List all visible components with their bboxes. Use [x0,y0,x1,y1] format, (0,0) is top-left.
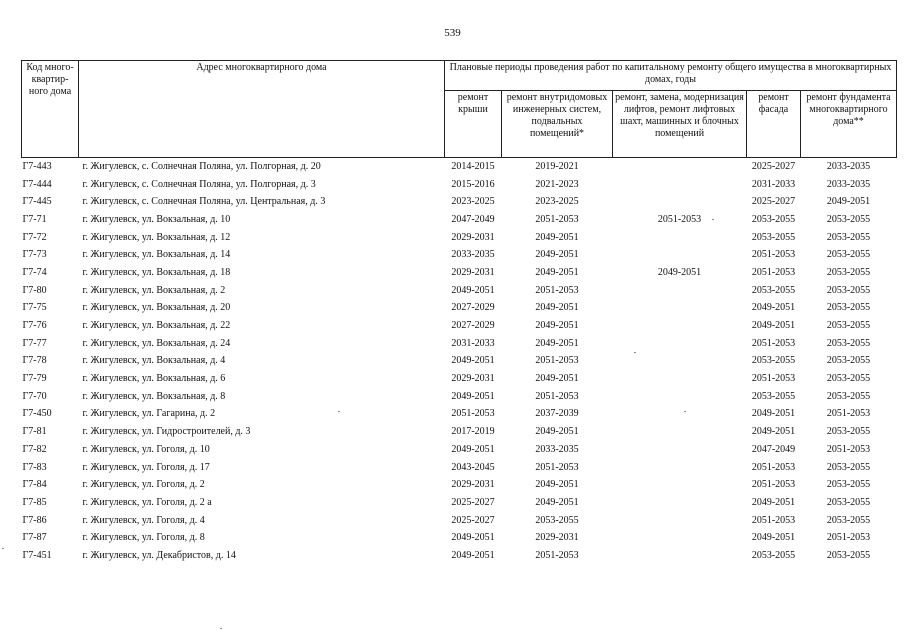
cell-engineering: 2051-2053 [535,213,579,225]
cell-lifts: 2051-2053 [657,213,702,225]
cell-foundation: 2053-2055 [826,549,871,561]
cell-code: Г7-84 [22,479,47,491]
cell-address: г. Жигулевск, ул. Гоголя, д. 10 [82,443,210,455]
header-address: Адрес многоквартирного дома [79,61,445,158]
cell-roof: 2014-2015 [451,160,495,172]
cell-facade: 2053-2055 [751,284,796,296]
cell-code: Г7-444 [22,178,52,190]
scan-speck [338,411,340,412]
table-row [22,264,897,282]
cell-engineering: 2037-2039 [535,408,579,420]
cell-code: Г7-78 [22,355,47,367]
cell-engineering: 2033-2035 [535,443,579,455]
table-row [22,335,897,353]
cell-address: г. Жигулевск, ул. Декабристов, д. 14 [82,549,236,561]
cell-facade: 2049-2051 [751,496,796,508]
header-code: Код много-квартир-ного дома [22,61,79,158]
cell-code: Г7-75 [22,302,47,314]
cell-roof: 2049-2051 [451,355,495,367]
cell-engineering: 2049-2051 [535,373,579,385]
cell-facade: 2047-2049 [751,443,796,455]
table-row [22,406,897,424]
cell-roof: 2029-2031 [451,479,495,491]
header-engineering: ремонт внутридомовых инженерных систем, подвальных помещений* [502,91,613,158]
cell-foundation: 2049-2051 [826,196,871,208]
cell-roof: 2033-2035 [451,249,495,261]
cell-lifts [613,282,747,300]
cell-roof: 2029-2031 [451,373,495,385]
cell-engineering: 2019-2021 [535,160,579,172]
cell-roof: 2027-2029 [451,302,495,314]
cell-foundation: 2053-2055 [826,266,871,278]
scan-speck [2,548,4,549]
table-row [22,317,897,335]
cell-roof: 2031-2033 [451,337,495,349]
scan-speck [220,628,222,629]
cell-address: г. Жигулевск, ул. Вокзальная, д. 24 [82,337,231,349]
cell-foundation: 2053-2055 [826,302,871,314]
cell-roof: 2029-2031 [451,231,495,243]
cell-address: г. Жигулевск, ул. Вокзальная, д. 2 [82,284,226,296]
cell-lifts [613,158,747,176]
cell-code: Г7-450 [22,408,52,420]
cell-code: Г7-73 [22,249,47,261]
capital-repair-schedule-table [21,60,897,565]
table-row [22,459,897,477]
cell-engineering: 2049-2051 [535,231,579,243]
cell-engineering: 2053-2055 [535,514,579,526]
cell-engineering: 2021-2023 [535,178,579,190]
cell-engineering: 2051-2053 [535,284,579,296]
table-row [22,476,897,494]
cell-address: г. Жигулевск, ул. Гоголя, д. 2 а [82,496,212,508]
cell-address: г. Жигулевск, ул. Вокзальная, д. 18 [82,266,231,278]
cell-code: Г7-85 [22,496,47,508]
table-row [22,158,897,176]
cell-roof: 2027-2029 [451,320,495,332]
cell-lifts [613,300,747,318]
cell-address: г. Жигулевск, ул. Вокзальная, д. 4 [82,355,226,367]
cell-roof: 2023-2025 [451,196,495,208]
cell-lifts: 2049-2051 [657,266,702,278]
cell-foundation: 2053-2055 [826,373,871,385]
header-roof: ремонт крыши [445,91,502,158]
cell-roof: 2049-2051 [451,549,495,561]
cell-foundation: 2053-2055 [826,320,871,332]
cell-lifts [613,423,747,441]
cell-lifts [613,529,747,547]
table-row [22,512,897,530]
table-row [22,494,897,512]
cell-code: Г7-451 [22,549,52,561]
table-row [22,441,897,459]
cell-foundation: 2051-2053 [826,532,871,544]
table-row [22,246,897,264]
cell-roof: 2047-2049 [451,213,495,225]
header-periods-group: Плановые периоды проведения работ по капитальному ремонту общего имущества в многоквартирных домах, годы [445,61,897,91]
table-row [22,211,897,229]
page-number: 539 [444,27,461,39]
cell-facade: 2053-2055 [751,231,796,243]
cell-lifts [613,370,747,388]
cell-facade: 2051-2053 [751,461,796,473]
cell-engineering: 2049-2051 [535,302,579,314]
cell-facade: 2049-2051 [751,320,796,332]
table-row [22,388,897,406]
cell-engineering: 2049-2051 [535,266,579,278]
cell-address: г. Жигулевск, ул. Гагарина, д. 2 [82,408,216,420]
cell-lifts [613,246,747,264]
cell-facade: 2049-2051 [751,302,796,314]
cell-address: г. Жигулевск, ул. Гоголя, д. 8 [82,532,205,544]
cell-facade: 2053-2055 [751,390,796,402]
cell-foundation: 2033-2035 [826,160,871,172]
cell-foundation: 2053-2055 [826,426,871,438]
cell-address: г. Жигулевск, ул. Гоголя, д. 17 [82,461,210,473]
cell-code: Г7-70 [22,390,47,402]
scan-speck [634,352,636,353]
cell-address: г. Жигулевск, ул. Гидростроителей, д. 3 [82,426,251,438]
cell-engineering: 2049-2051 [535,426,579,438]
cell-code: Г7-81 [22,426,47,438]
cell-facade: 2053-2055 [751,549,796,561]
table-row [22,229,897,247]
cell-address: г. Жигулевск, ул. Вокзальная, д. 6 [82,373,226,385]
cell-facade: 2049-2051 [751,426,796,438]
cell-foundation: 2051-2053 [826,408,871,420]
cell-foundation: 2053-2055 [826,231,871,243]
cell-facade: 2049-2051 [751,532,796,544]
cell-lifts [613,388,747,406]
cell-facade: 2051-2053 [751,249,796,261]
cell-engineering: 2051-2053 [535,461,579,473]
cell-address: г. Жигулевск, ул. Вокзальная, д. 20 [82,302,231,314]
scan-speck [712,219,714,220]
table-row [22,176,897,194]
cell-address: г. Жигулевск, ул. Вокзальная, д. 10 [82,213,231,225]
cell-code: Г7-71 [22,213,47,225]
cell-foundation: 2053-2055 [826,284,871,296]
cell-roof: 2049-2051 [451,284,495,296]
cell-engineering: 2049-2051 [535,249,579,261]
cell-engineering: 2049-2051 [535,337,579,349]
cell-roof: 2015-2016 [451,178,495,190]
cell-address: г. Жигулевск, ул. Вокзальная, д. 12 [82,231,231,243]
cell-address: г. Жигулевск, ул. Гоголя, д. 4 [82,514,205,526]
cell-engineering: 2049-2051 [535,320,579,332]
cell-facade: 2025-2027 [751,160,796,172]
header-facade: ремонт фасада [747,91,801,158]
table-row [22,353,897,371]
cell-code: Г7-82 [22,443,47,455]
cell-roof: 2025-2027 [451,496,495,508]
table-header [22,61,897,158]
cell-address: г. Жигулевск, с. Солнечная Поляна, ул. Полгорная, д. 20 [82,160,321,172]
cell-facade: 2025-2027 [751,196,796,208]
cell-lifts [613,494,747,512]
cell-lifts [613,406,747,424]
cell-address: г. Жигулевск, с. Солнечная Поляна, ул. Полгорная, д. 3 [82,178,316,190]
cell-roof: 2025-2027 [451,514,495,526]
cell-code: Г7-80 [22,284,47,296]
cell-address: г. Жигулевск, ул. Вокзальная, д. 22 [82,320,231,332]
cell-address: г. Жигулевск, ул. Вокзальная, д. 8 [82,390,226,402]
table-row [22,370,897,388]
table-row [22,300,897,318]
cell-foundation: 2053-2055 [826,514,871,526]
table-body [22,158,897,565]
cell-facade: 2051-2053 [751,337,796,349]
cell-code: Г7-77 [22,337,47,349]
cell-lifts [613,547,747,565]
cell-code: Г7-74 [22,266,47,278]
cell-facade: 2053-2055 [751,213,796,225]
cell-engineering: 2051-2053 [535,355,579,367]
cell-roof: 2017-2019 [451,426,495,438]
cell-code: Г7-86 [22,514,47,526]
table-row [22,193,897,211]
cell-foundation: 2033-2035 [826,178,871,190]
cell-foundation: 2053-2055 [826,461,871,473]
cell-lifts [613,476,747,494]
cell-foundation: 2053-2055 [826,249,871,261]
cell-engineering: 2023-2025 [535,196,579,208]
cell-code: Г7-79 [22,373,47,385]
table-row [22,423,897,441]
cell-engineering: 2029-2031 [535,532,579,544]
scan-speck [684,411,686,412]
cell-engineering: 2051-2053 [535,390,579,402]
cell-lifts [613,459,747,477]
cell-roof: 2049-2051 [451,532,495,544]
cell-engineering: 2049-2051 [535,479,579,491]
cell-lifts [613,317,747,335]
cell-lifts [613,512,747,530]
header-lifts: ремонт, замена, модернизация лифтов, ремонт лифтовых шахт, машинных и блочных помещений [613,91,747,158]
cell-foundation: 2053-2055 [826,496,871,508]
cell-roof: 2049-2051 [451,390,495,402]
cell-code: Г7-83 [22,461,47,473]
cell-facade: 2053-2055 [751,355,796,367]
cell-facade: 2051-2053 [751,373,796,385]
cell-code: Г7-87 [22,532,47,544]
cell-engineering: 2049-2051 [535,496,579,508]
cell-engineering: 2051-2053 [535,549,579,561]
cell-foundation: 2051-2053 [826,443,871,455]
cell-roof: 2029-2031 [451,266,495,278]
table-row [22,529,897,547]
cell-lifts [613,193,747,211]
cell-code: Г7-76 [22,320,47,332]
table-row [22,282,897,300]
cell-foundation: 2053-2055 [826,355,871,367]
cell-facade: 2051-2053 [751,479,796,491]
cell-foundation: 2053-2055 [826,390,871,402]
header-foundation: ремонт фундамента многоквартирного дома** [801,91,897,158]
table-row [22,547,897,565]
cell-facade: 2051-2053 [751,266,796,278]
cell-foundation: 2053-2055 [826,479,871,491]
cell-lifts [613,335,747,353]
cell-lifts [613,176,747,194]
cell-address: г. Жигулевск, ул. Гоголя, д. 2 [82,479,205,491]
cell-lifts [613,229,747,247]
cell-code: Г7-445 [22,196,52,208]
cell-facade: 2051-2053 [751,514,796,526]
cell-address: г. Жигулевск, ул. Вокзальная, д. 14 [82,249,231,261]
cell-foundation: 2053-2055 [826,337,871,349]
cell-code: Г7-443 [22,160,52,172]
cell-facade: 2049-2051 [751,408,796,420]
cell-roof: 2049-2051 [451,443,495,455]
cell-roof: 2051-2053 [451,408,495,420]
cell-roof: 2043-2045 [451,461,495,473]
cell-code: Г7-72 [22,231,47,243]
cell-foundation: 2053-2055 [826,213,871,225]
cell-lifts [613,441,747,459]
cell-lifts [613,353,747,371]
cell-facade: 2031-2033 [751,178,796,190]
cell-address: г. Жигулевск, с. Солнечная Поляна, ул. Центральная, д. 3 [82,196,326,208]
